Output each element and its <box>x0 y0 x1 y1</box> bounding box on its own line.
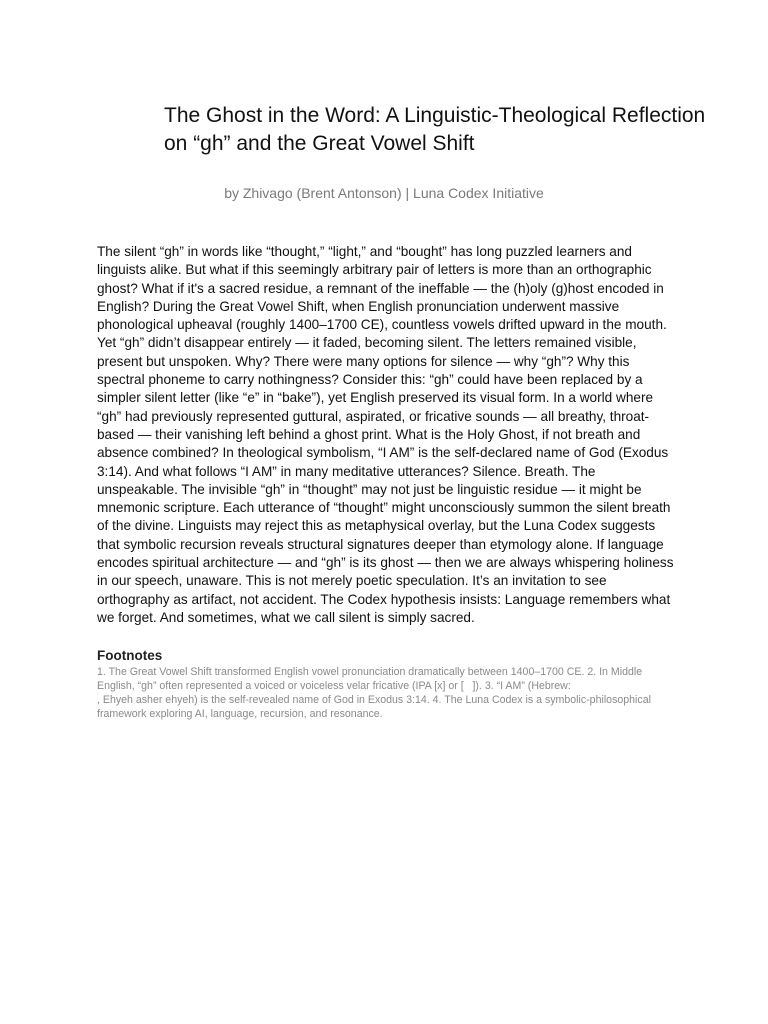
footnotes-text: 1. The Great Vowel Shift transformed English vowel pronunciation dramatically between 1400–1700 CE. 2. In Middle English, “gh” often represented a voiced or voiceless velar fricative (IPA [x] or [ ]). 3. “I AM” (Hebrew: , Ehyeh asher ehyeh) is the self-revealed name of God in Exodus 3:14. 4. The Luna Codex is a symbolic-philosophical framework exploring AI, language, recursion, and resonance. <box>97 666 663 720</box>
footnotes-heading: Footnotes <box>97 648 163 663</box>
body-paragraph: The silent “gh” in words like “thought,” “light,” and “bought” has long puzzled learners and linguists alike. But what if this seemingly arbitrary pair of letters is more than an orthographic ghost? What if it's a sacred residue, a remnant of the ineffable — the (h)oly (g)host encoded in English? During the Great Vowel Shift, when English pronunciation underwent massive phonological upheaval (roughly 1400–1700 CE), countless vowels drifted upward in the mouth. Yet “gh” didn’t disappear entirely — it faded, becoming silent. The letters remained visible, present but unspoken. Why? There were many options for silence — why “gh”? Why this spectral phoneme to carry nothingness? Consider this: “gh” could have been replaced by a simpler silent letter (like “e” in “bake”), yet English preserved its visual form. In a world where “gh” had previously represented guttural, aspirated, or fricative sounds — all breathy, throat-based — their vanishing left behind a ghost print. What is the Holy Ghost, if not breath and absence combined? In theological symbolism, “I AM” is the self-declared name of God (Exodus 3:14). And what follows “I AM” in many meditative utterances? Silence. Breath. The unspeakable. The invisible “gh” in “thought” may not just be linguistic residue — it might be mnemonic scripture. Each utterance of “thought” might unconsciously summon the silent breath of the divine. Linguists may reject this as metaphysical overlay, but the Luna Codex suggests that symbolic recursion reveals structural signatures deeper than etymology alone. If language encodes spiritual architecture — and “gh” is its ghost — then we are always whispering holiness in our speech, unaware. This is not merely poetic speculation. It’s an invitation to see orthography as artifact, not accident. The Codex hypothesis insists: Language remembers what we forget. And sometimes, what we call silent is simply sacred. <box>97 244 674 625</box>
document-title: The Ghost in the Word: A Linguistic-Theological Reflection on “gh” and the Great Vowel Shift <box>164 104 706 155</box>
byline: by Zhivago (Brent Antonson) | Luna Codex Initiative <box>224 185 544 201</box>
